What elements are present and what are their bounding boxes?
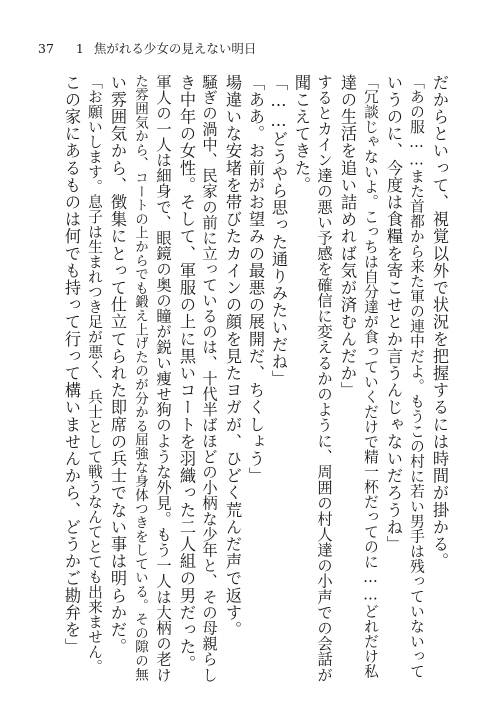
text-line: 場違いな安堵を帯びたカインの顔を見たヨガが、ひどく荒んだ声で返す。 (223, 74, 242, 639)
text-line: 「冗談じゃないよ。こっちは自分達が食っていくだけで精一杯だってのに……どれだけ私 (362, 74, 379, 679)
text-line: 騒ぎの渦中、民家の前に立っているのは、十代半ばほどの小柄な少年と、その母親らし (200, 74, 218, 683)
chapter-number: 1 (75, 41, 84, 56)
text-line: この家にあるものは何でも持って行って構いませんから、どうかご勘弁を」 (62, 74, 81, 656)
text-line: 達の生活を追い詰めれば気が済むんだか」 (338, 74, 357, 399)
text-line: き中年の女性。そして、軍服の上に黒いコートを羽織った二人組の男だった。 (177, 74, 196, 673)
text-line: 「お願いします。息子は生まれつき足が悪く、兵士として戦うなんてとても出来ません。 (86, 74, 103, 674)
text-line: だからといって、視覚以外で状況を把握するには時間が掛かる。 (430, 74, 449, 570)
text-line: 「……どうやら思った通りみたいだね」 (269, 74, 288, 388)
text-line: 軍人の一人は細身で、眼鏡の奥の瞳が鋭い痩せ狗のような外見。もう一人は大柄の老け (154, 74, 172, 683)
text-line: いうのに、今度は食糧を寄こせとか言うんじゃないだろうね」 (384, 74, 403, 553)
text-line: い雰囲気から、徴集にとって仕立てられた即席の兵士でない事は明らかだ。 (108, 74, 127, 656)
page-number: 37 (38, 41, 54, 56)
text-line: た雰囲気から、コートの上からでも鍛え上げたのが分かる屈強な身体つきをしている。その隙の無 (132, 74, 148, 682)
chapter-title: 焦がれる少女の見えない明日 (93, 41, 257, 56)
text-line: 聞こえてきた。 (292, 74, 311, 194)
text-line: 「あの服……また首都から来た軍の連中だよ。もうこの村に若い男手は残っていないって (408, 74, 425, 679)
text-line: 「ああ。お前がお望みの最悪の展開だ、ちくしょう」 (246, 74, 265, 485)
text-line: するとカイン達の悪い予感を確信に変えるかのように、周囲の村人達の小声での会話が (315, 74, 333, 683)
